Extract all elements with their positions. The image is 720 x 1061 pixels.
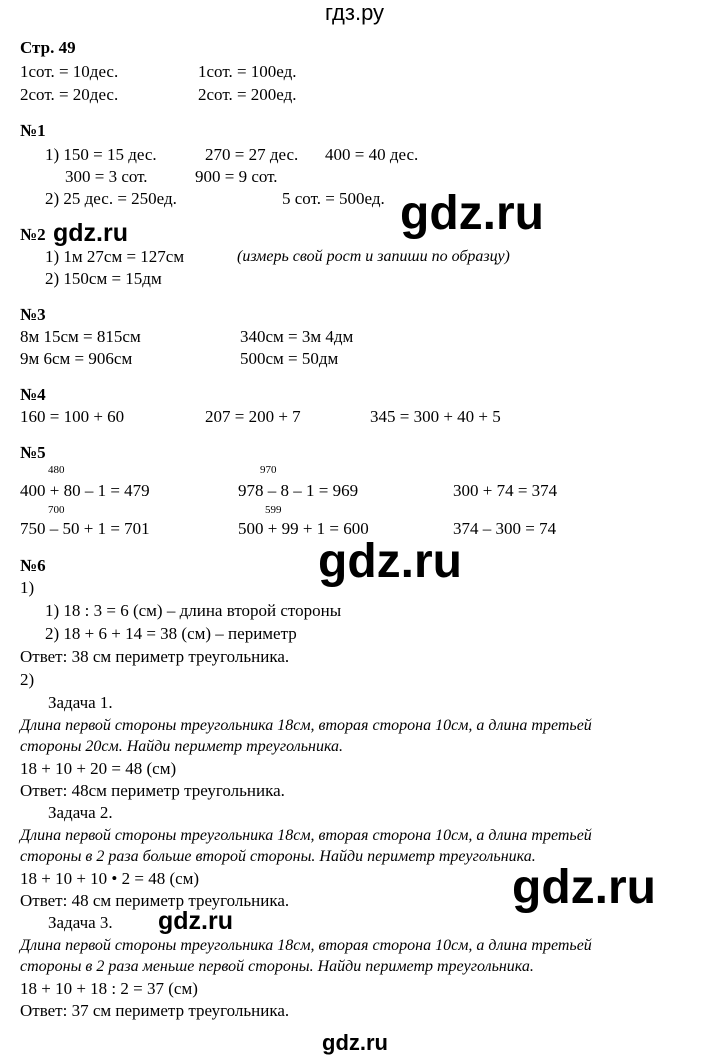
problem-1-text: стороны 20см. Найди периметр треугольника. [20, 738, 344, 755]
eq-line: 1сот. = 10дес. [20, 62, 119, 81]
problem-2-solution: 18 + 10 + 10 • 2 = 48 (см) [20, 869, 200, 888]
task-6-part: 1) [20, 578, 35, 597]
task-4-line: 345 = 300 + 40 + 5 [370, 407, 501, 426]
problem-3-text: Длина первой стороны треугольника 18см, вторая сторона 10см, а длина третьей [20, 937, 592, 954]
task-1-line: 400 = 40 дес. [325, 145, 419, 164]
task-1-line: 900 = 9 сот. [195, 167, 278, 186]
task-6-line: 1) 18 : 3 = 6 (см) – длина второй стороны [45, 601, 342, 620]
task-1-line: 270 = 27 дес. [205, 145, 299, 164]
task-1-line: 5 сот. = 500ед. [282, 189, 385, 208]
task-1-line: 1) 150 = 15 дес. [45, 145, 157, 164]
task-5-line: 300 + 74 = 374 [453, 481, 558, 500]
task-1-title: №1 [20, 121, 46, 140]
watermark: gdz.ru [400, 187, 544, 240]
task-2-line: 1) 1м 27см = 127см [45, 247, 185, 266]
watermark: gdz.ru [53, 219, 128, 247]
task-5-line: 374 – 300 = 74 [453, 519, 557, 538]
task-6-part: 2) [20, 670, 35, 689]
task-2-title: №2 [20, 225, 46, 244]
problem-3-title: Задача 3. [48, 913, 113, 932]
watermark: gdz.ru [318, 535, 462, 588]
task-5-line: 500 + 99 + 1 = 600 [238, 519, 369, 538]
problem-1-solution: 18 + 10 + 20 = 48 (см) [20, 759, 177, 778]
task-6-title: №6 [20, 556, 46, 575]
task-3-line: 8м 15см = 815см [20, 327, 141, 346]
task-2-note: (измерь свой рост и запиши по образцу) [237, 248, 510, 265]
task-2-line: 2) 150см = 15дм [45, 269, 162, 288]
task-5-hint: 599 [265, 504, 282, 516]
watermark: gdz.ru [158, 907, 233, 935]
eq-line: 1сот. = 100ед. [198, 62, 297, 81]
problem-1-answer: Ответ: 48см периметр треугольника. [20, 781, 285, 800]
eq-line: 2сот. = 200ед. [198, 85, 297, 104]
task-3-line: 500см = 50дм [240, 349, 339, 368]
task-3-title: №3 [20, 305, 46, 324]
task-1-line: 2) 25 дес. = 250ед. [45, 189, 177, 208]
site-brand-header: гдз.ру [325, 0, 385, 25]
task-6-answer: Ответ: 38 см периметр треугольника. [20, 647, 290, 666]
task-3-line: 9м 6см = 906см [20, 349, 133, 368]
task-5-title: №5 [20, 443, 46, 462]
problem-3-answer: Ответ: 37 см периметр треугольника. [20, 1001, 290, 1020]
task-1-line: 300 = 3 сот. [65, 167, 148, 186]
task-5-line: 750 – 50 + 1 = 701 [20, 519, 150, 538]
eq-line: 2сот. = 20дес. [20, 85, 119, 104]
task-5-hint: 700 [48, 504, 65, 516]
problem-3-text: стороны в 2 раза меньше первой стороны. Найди периметр треугольника. [20, 958, 534, 975]
watermark: gdz.ru [512, 861, 656, 914]
problem-2-text: Длина первой стороны треугольника 18см, вторая сторона 10см, а длина третьей [20, 827, 592, 844]
problem-2-text: стороны в 2 раза больше второй стороны. Найди периметр треугольника. [20, 848, 536, 865]
task-3-line: 340см = 3м 4дм [240, 327, 354, 346]
task-5-hint: 970 [260, 464, 277, 476]
task-5-line: 400 + 80 – 1 = 479 [20, 481, 150, 500]
problem-1-text: Длина первой стороны треугольника 18см, вторая сторона 10см, а длина третьей [20, 717, 592, 734]
page-title: Стр. 49 [20, 38, 76, 57]
task-5-hint: 480 [48, 464, 65, 476]
task-5-line: 978 – 8 – 1 = 969 [238, 481, 359, 500]
site-brand-footer: gdz.ru [322, 1030, 388, 1055]
task-4-title: №4 [20, 385, 46, 404]
task-4-line: 207 = 200 + 7 [205, 407, 301, 426]
task-4-line: 160 = 100 + 60 [20, 407, 125, 426]
problem-2-title: Задача 2. [48, 803, 113, 822]
task-6-line: 2) 18 + 6 + 14 = 38 (см) – периметр [45, 624, 297, 643]
problem-1-title: Задача 1. [48, 693, 113, 712]
problem-3-solution: 18 + 10 + 18 : 2 = 37 (см) [20, 979, 198, 998]
problem-2-answer: Ответ: 48 см периметр треугольника. [20, 891, 290, 910]
